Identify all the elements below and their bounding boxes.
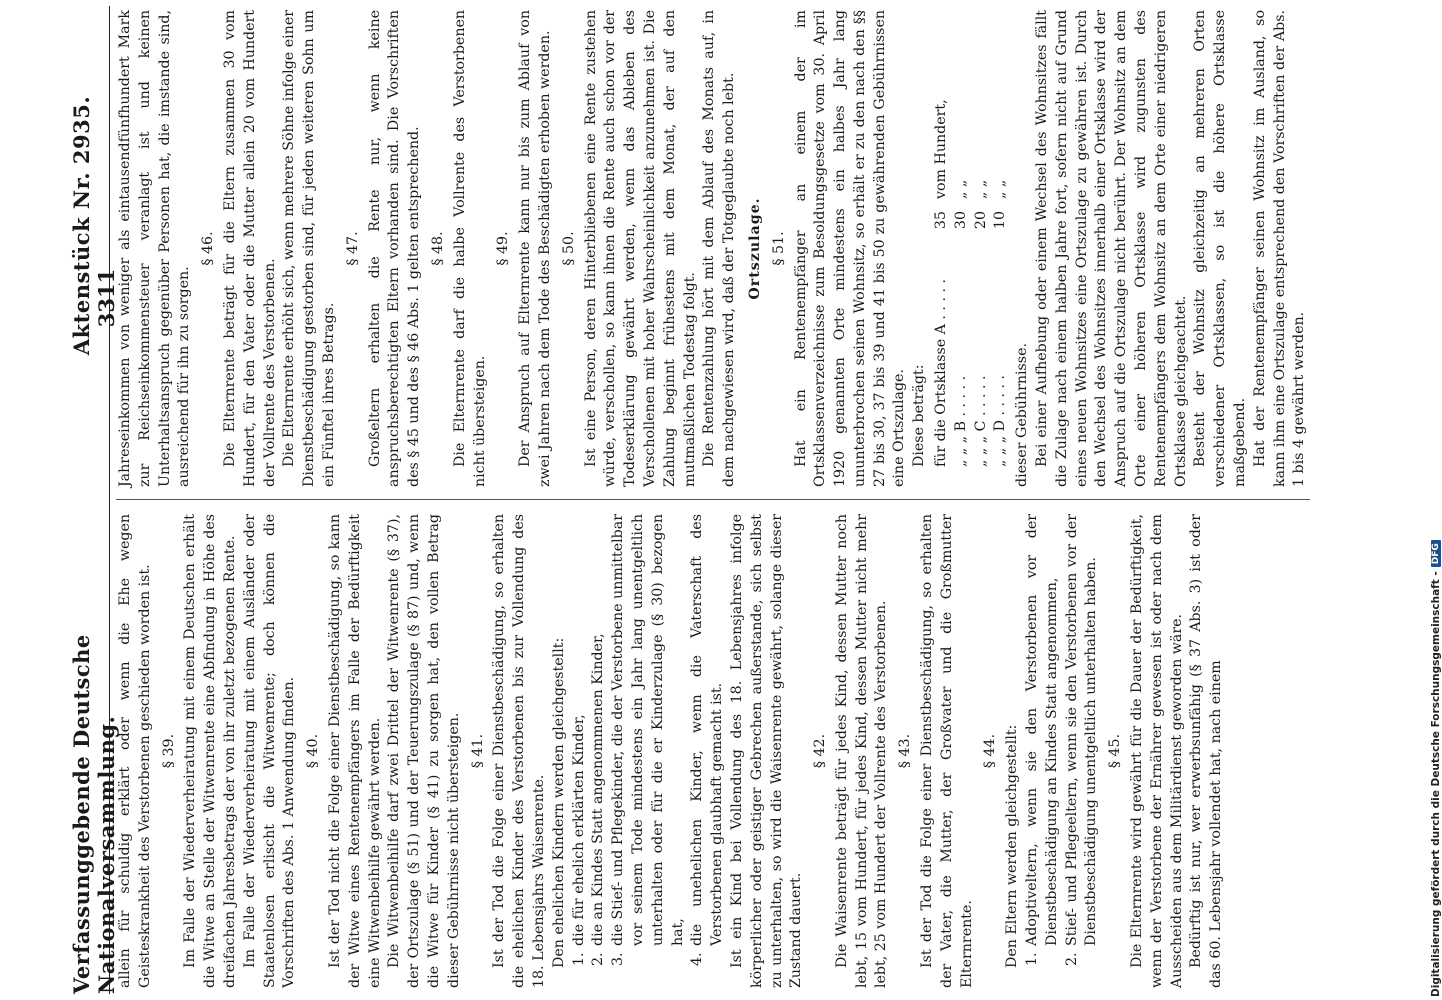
paragraph: Ist der Tod die Folge einer Dienstbeschädigung, so erhalten der Vater, die Mutter, der Großvater und die Großmutter Elternrente. [919, 514, 975, 988]
rate-row [972, 10, 992, 467]
paragraph: Ist eine Person, deren Hinterbliebenen eine Rente zustehen würde, verschollen, so kann ihnen die Rente auch schon vor der Todeserklärung gewährt werden, wenn das Ableben des Verschollenen mit hoher Wahrscheinlichkeit anzunehmen ist. Die Zahlung beginnt frühestens mit dem Monat, der auf den mutmaßlichen Todestag folgt. [582, 10, 698, 487]
paragraph: Die Witwenbeihilfe darf zwei Drittel der Witwenrente (§ 37), der Ortszulage (§ 51) und der Teuerungszulage (§ 87) und, wenn die Witwe für Kinder (§ 41) zu sorgen hat, den vollen Betrag dieser Gebührnisse nicht übersteigen. [386, 514, 462, 988]
enumerated-list [570, 514, 728, 988]
rate-class: „ „ „ C . . . . . [972, 375, 989, 467]
section-number: § 40. [305, 733, 322, 769]
section-number: § 46. [200, 231, 217, 266]
document-reference: Aktenstück Nr. 2935. [69, 95, 94, 356]
paragraph: Die Elternrente beträgt für die Eltern zusammen 30 vom Hundert, für den Vater oder die Mutter allein 20 vom Hundert der Vollrente des Verstorbenen. [221, 10, 278, 487]
page-header [69, 6, 119, 994]
paragraph: Die Elternrente wird gewährt für die Dauer der Bedürftigkeit, wenn der Verstorbene der Ernährer gewesen ist oder nach dem Ausscheiden aus dem Militärdienst geworden wäre. [1129, 514, 1185, 988]
paragraph: Der Anspruch auf Elternrente kann nur bis zum Ablauf von zwei Jahren nach dem Tode des Beschädigten erhoben werden. [517, 10, 553, 487]
paragraph: Hat ein Rentenempfänger an einem der im Ortsklassenverzeichnisse zum Besoldungsgesetze vom 30. April 1920 genannten Orte mindestens ein halbes Jahr lang ununterbrochen seinen Wohnsitz, so erhält er zu den nach den §§ 27 bis 30, 37 bis 39 und 41 bis 50 zu gewährenden Gebührnissen eine Ortszulage. [792, 10, 908, 487]
paragraph: Ist ein Kind bei Vollendung des 18. Lebensjahres infolge körperlicher oder geistiger Gebrechen außerstande, sich selbst zu unterhalten, so wird die Waisenrente gewährt, solange dieser Zustand dauert. [728, 514, 805, 988]
list-item: 4. die unehelichen Kinder, wenn die Vaterschaft des Verstorbenen glaubhaft gemacht ist. [688, 514, 728, 948]
dfg-logo-icon: DFG [1431, 540, 1441, 567]
paragraph: Die Rentenzahlung hört mit dem Ablauf des Monats auf, in dem nachgewiesen wird, daß der Totgeglaubte noch lebt. [701, 10, 738, 487]
rate-row [932, 10, 952, 467]
list-item: 1. Adoptiveltern, wenn sie den Verstorbenen vor der Dienstbeschädigung an Kindes Statt angenommen, [1023, 514, 1063, 948]
section-number: § 43. [897, 733, 914, 769]
page-title: Verfassunggebende Deutsche Nationalversammlung. [69, 634, 119, 994]
rate-unit: vom Hundert, [933, 99, 950, 199]
rate-class: „ „ „ D . . . . . [992, 374, 1009, 467]
section-number: § 42. [812, 733, 829, 769]
rate-unit: „ „ [972, 179, 989, 199]
page-number: 3311 [94, 268, 119, 328]
section-number: § 47. [344, 231, 361, 266]
digitization-note-text [1430, 7, 1442, 997]
section-number: § 41. [469, 733, 486, 769]
rate-class: für die Ortsklasse A . . . . . [933, 278, 950, 467]
paragraph: Im Falle der Wiederverheiratung mit einem Ausländer oder Staatenlosen erlischt die Witwenrente; doch können die Vorschriften des Abs. 1 Anwendung finden. [241, 514, 298, 988]
section-number: § 44. [982, 733, 999, 769]
section-number: § 51. [770, 231, 787, 266]
funding-credit: Digitalisierung gefördert durch die Deutsche Forschungsgemeinschaft - [1430, 571, 1442, 997]
list-item: 1. die für ehelich erklärten Kinder, [570, 514, 590, 948]
paragraph: Den Eltern werden gleichgestellt: [1004, 724, 1021, 968]
paragraph: Die Elternrente erhöht sich, wenn mehrere Söhne infolge einer Dienstbeschädigung gestorben sind, für jeden weiteren Sohn um ein Fünftel ihres Betrags. [281, 10, 337, 487]
paragraph: Die Waisenrente beträgt für jedes Kind, dessen Mutter noch lebt, 15 vom Hundert, für jedes Kind, dessen Mutter nicht mehr lebt, 25 vom Hundert der Vollrente des Verstorbenen. [833, 514, 890, 988]
left-column [116, 500, 1310, 994]
digitization-note [1410, 0, 1442, 1000]
header-right [69, 6, 119, 355]
paragraph: Diese beträgt: [911, 364, 928, 467]
rate-value: 20 [972, 211, 989, 230]
rate-unit: „ „ [992, 179, 1009, 199]
section-number: § 39. [160, 733, 177, 769]
section-number: § 50. [560, 231, 577, 266]
list-item: 3. die Stief- und Pflegekinder, die der Verstorbene unmittelbar vor seinem Tode mindestens ein Jahr lang unentgeltlich unterhalten oder für die er Kinderzulage (§ 30) bezogen hat, [609, 514, 688, 948]
rate-value: 35 [933, 211, 950, 230]
section-number: § 48. [429, 231, 446, 266]
paragraph: Im Falle der Wiederverheiratung mit einem Deutschen erhält die Witwe an Stelle der Witwenrente eine Abfindung in Höhe des dreifachen Jahresbetrags der von ihr zuletzt bezogenen Rente. [182, 514, 238, 988]
document-page [67, 0, 1412, 1000]
rate-table [932, 10, 1011, 467]
paragraph: allein für schuldig erklärt oder wenn die Ehe wegen Geisteskrankheit des Verstorbenen geschieden worden ist. [117, 514, 153, 988]
paragraph: Ist der Tod nicht die Folge einer Dienstbeschädigung, so kann der Witwe eines Rentenempfängers im Falle der Bedürftigkeit eine Witwenbeihilfe gewährt werden. [326, 514, 383, 988]
paragraph: Ist der Tod die Folge einer Dienstbeschädigung, so erhalten die ehelichen Kinder des Verstorbenen bis zur Vollendung des 18. Lebensjahrs Waisenrente. [491, 514, 547, 988]
section-number: § 45. [1107, 733, 1124, 769]
rate-unit: „ „ [952, 179, 969, 199]
paragraph: Bedürftig ist nur, wer erwerbsunfähig (§ 37 Abs. 3) ist oder das 60. Lebensjahr vollendet hat, nach einem [1188, 514, 1225, 988]
paragraph: Die Elternrente darf die halbe Vollrente des Verstorbenen nicht übersteigen. [451, 10, 488, 487]
paragraph: Hat der Rentenempfänger seinen Wohnsitz im Ausland, so kann ihm eine Ortszulage entsprechend den Vorschriften der Abs. 1 bis 4 gewährt werden. [1251, 10, 1308, 487]
list-item: 2. die an Kindes Statt angenommenen Kinder, [589, 514, 609, 948]
paragraph: dieser Gebührnisse. [1014, 343, 1031, 487]
paragraph: Besteht der Wohnsitz gleichzeitig an mehreren Orten verschiedener Ortsklassen, so ist die höhere Ortsklasse maßgebend. [1192, 10, 1249, 487]
enumerated-list [1023, 514, 1102, 988]
paragraph: Jahreseinkommen von weniger als eintausendfünfhundert Mark zur Reichseinkommensteuer veranlagt ist und keinen Unterhaltsanspruch gegenüber Personen hat, die imstande sind, ausreichend für ihn zu sorgen. [117, 10, 193, 487]
right-column [116, 6, 1310, 500]
paragraph: Den ehelichen Kindern werden gleichgestellt: [550, 637, 567, 968]
paragraph: Großeltern erhalten die Rente nur, wenn keine anspruchsberechtigten Eltern vorhanden sind. Die Vorschriften des § 45 und des § 46 Abs. 1 gelten entsprechend. [366, 10, 423, 487]
text-columns [116, 6, 1310, 994]
rate-class: „ „ „ B . . . . . [952, 375, 969, 467]
section-heading: Ortszulage. [746, 197, 763, 300]
rate-row [952, 10, 972, 467]
rate-value: 30 [952, 211, 969, 230]
section-number: § 49. [495, 231, 512, 266]
list-item: 2. Stief- und Pflegeeltern, wenn sie den Verstorbenen vor der Dienstbeschädigung unentgeltlich unterhalten haben. [1063, 514, 1103, 948]
rate-row [991, 10, 1011, 467]
paragraph: Bei einer Aufhebung oder einem Wechsel des Wohnsitzes fällt die Zulage nach einem halben Jahre fort, sofern nicht auf Grund eines neuen Wohnsitzes eine Ortszulage zu gewähren ist. Durch den Wechsel des Wohnsitzes innerhalb einer Ortsklasse wird der Anspruch auf die Ortszulage nicht berührt. Der Wohnsitz an dem Orte einer höheren Ortsklasse wird zugunsten des Rentenempfängers dem Wohnsitz an dem Orte einer niedrigeren Ortsklasse gleichgeachtet. [1034, 10, 1189, 487]
rate-value: 10 [992, 211, 1009, 230]
